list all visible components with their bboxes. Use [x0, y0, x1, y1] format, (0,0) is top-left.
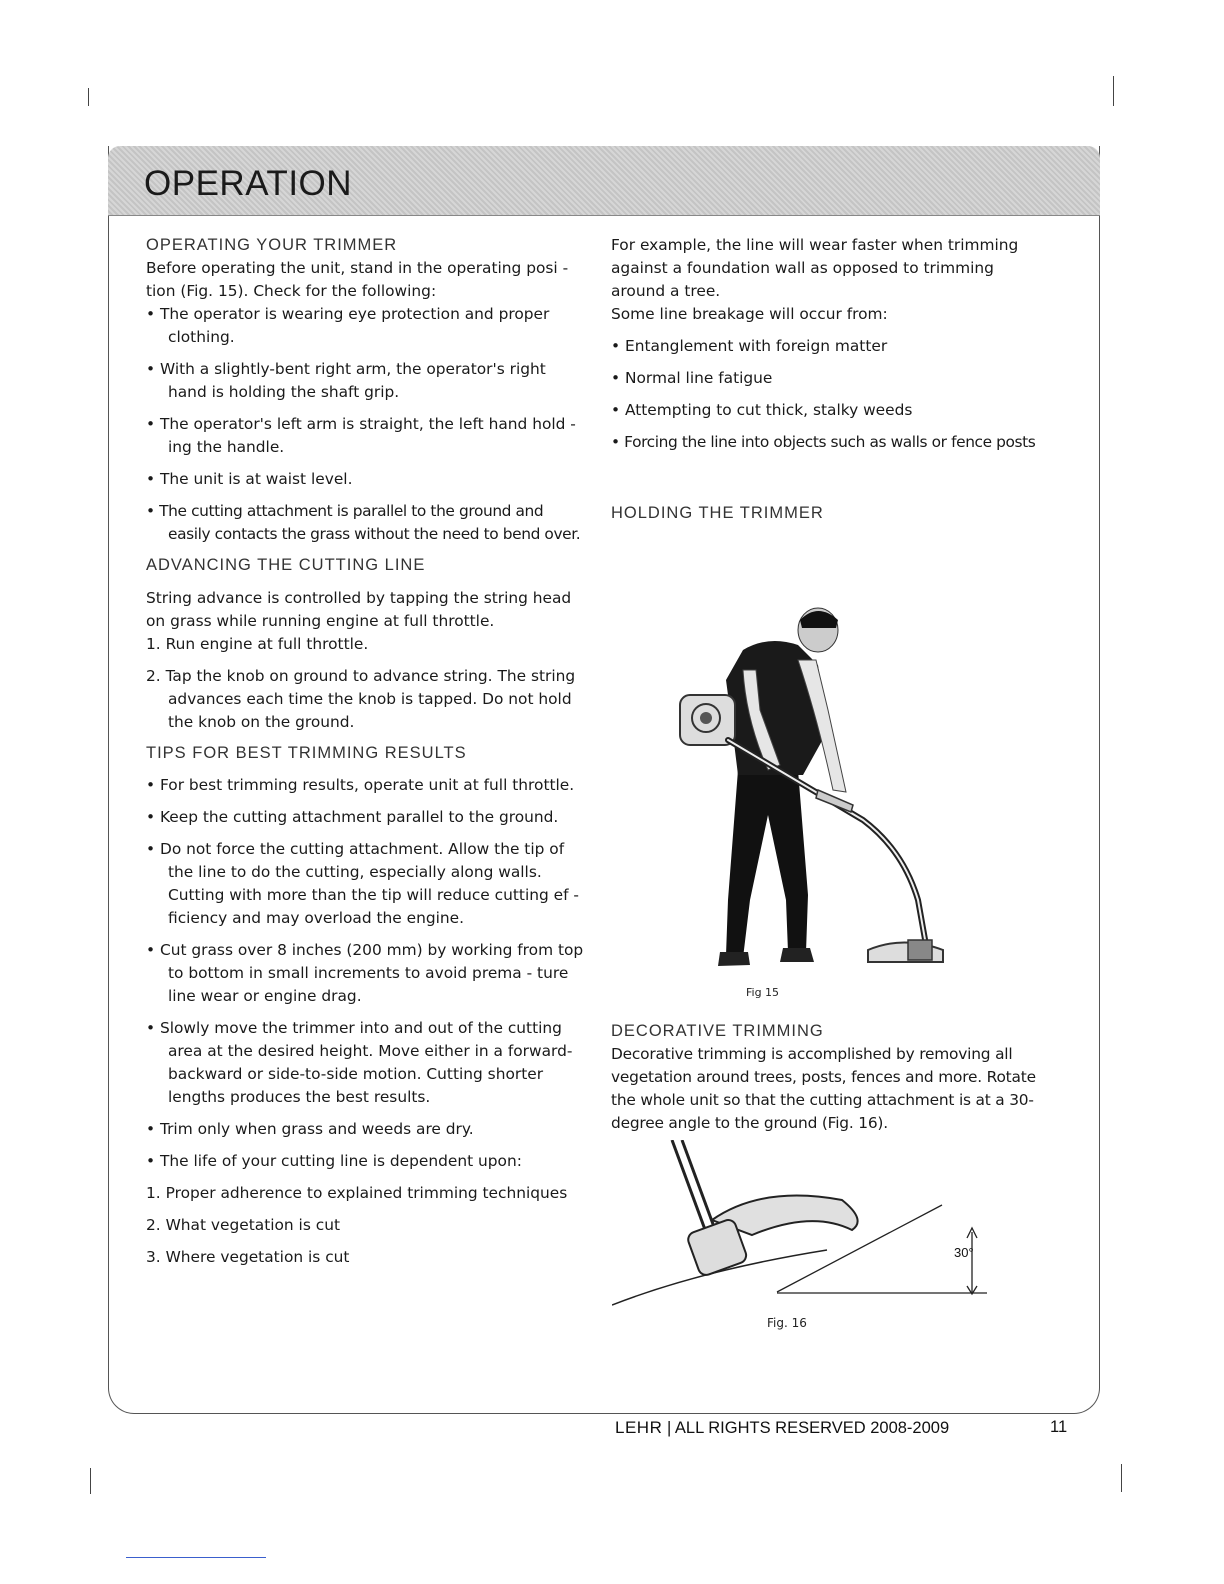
footer-rights: ALL RIGHTS RESERVED 2008-2009: [674, 1419, 950, 1437]
left-column: [146, 234, 586, 1269]
advancing-intro: String advance is controlled by tapping the string head on grass while running engine at full throttle.: [146, 589, 572, 630]
right-column: [611, 234, 1051, 525]
footer-copyright: [615, 1418, 949, 1438]
footer-separator: |: [662, 1419, 675, 1437]
tips-item: • Slowly move the trimmer into and out of the cutting area at the desired height. Move either in a forward-backward or side-to-side motion. Cutting shorter lengths produces the best results.: [146, 1019, 573, 1106]
heading-advancing: ADVANCING THE CUTTING LINE: [146, 556, 426, 574]
decorative-section: [611, 1020, 1051, 1135]
operating-item: • The operator's left arm is straight, the left hand hold - ing the handle.: [146, 415, 576, 456]
wear-example: For example, the line will wear faster when trimming against a foundation wall as opposed to trimming around a tree.: [611, 236, 1019, 300]
depends-item: 3. Where vegetation is cut: [146, 1248, 350, 1266]
decorative-text: Decorative trimming is accomplished by removing all vegetation around trees, posts, fences and more. Rotate the whole unit so that the cutting attachment is at a 30-degree angle to the ground (Fig. 16).: [611, 1045, 1036, 1132]
figure-16-caption: Fig. 16: [767, 1316, 807, 1330]
crop-mark-top-left: [88, 88, 89, 106]
tips-item: • Trim only when grass and weeds are dry.: [146, 1120, 474, 1138]
heading-operating: OPERATING YOUR TRIMMER: [146, 236, 398, 254]
tips-item: • The life of your cutting line is dependent upon:: [146, 1152, 522, 1170]
figure-15-operator-illustration: [668, 600, 958, 990]
page-title: OPERATION: [144, 164, 353, 203]
crop-mark-bottom-left: [90, 1468, 91, 1494]
depends-item: 2. What vegetation is cut: [146, 1216, 340, 1234]
crop-mark-top-right: [1113, 76, 1114, 106]
tips-item: • Cut grass over 8 inches (200 mm) by working from top to bottom in small increments to avoid prema - ture line wear or engine drag.: [146, 941, 584, 1005]
breakage-item: • Attempting to cut thick, stalky weeds: [611, 401, 913, 419]
advancing-step: 2. Tap the knob on ground to advance string. The string advances each time the knob is tapped. Do not hold the knob on the ground.: [146, 667, 576, 731]
crop-mark-bottom-right: [1121, 1464, 1122, 1492]
page-number: 11: [1050, 1418, 1068, 1436]
operating-item: • The operator is wearing eye protection and proper clothing.: [146, 305, 550, 346]
tips-item: • For best trimming results, operate unit at full throttle.: [146, 776, 575, 794]
operating-intro: Before operating the unit, stand in the operating posi - tion (Fig. 15). Check for the following:: [146, 259, 569, 300]
operating-item: • The cutting attachment is parallel to the ground and easily contacts the grass without the need to bend over.: [146, 502, 581, 543]
figure-15-caption: Fig 15: [746, 986, 780, 999]
footer-brand: LEHR: [615, 1418, 663, 1437]
advancing-step: 1. Run engine at full throttle.: [146, 635, 369, 653]
breakage-item: • Entanglement with foreign matter: [611, 337, 888, 355]
heading-tips: TIPS FOR BEST TRIMMING RESULTS: [146, 744, 467, 762]
operating-item: • The unit is at waist level.: [146, 470, 353, 488]
operating-item: • With a slightly-bent right arm, the operator's right hand is holding the shaft grip.: [146, 360, 546, 401]
figure-16-angle-illustration: [612, 1140, 992, 1310]
breakage-item: • Forcing the line into objects such as walls or fence posts: [611, 433, 1036, 451]
breakage-item: • Normal line fatigue: [611, 369, 773, 387]
tips-item: • Keep the cutting attachment parallel to the ground.: [146, 808, 559, 826]
tips-item: • Do not force the cutting attachment. Allow the tip of the line to do the cutting, especially along walls. Cutting with more than the tip will reduce cutting ef - ficiency and may overload the engine.: [146, 840, 579, 927]
breakage-intro: Some line breakage will occur from:: [611, 305, 888, 323]
heading-holding: HOLDING THE TRIMMER: [611, 504, 824, 522]
heading-decorative: DECORATIVE TRIMMING: [611, 1022, 824, 1040]
bottom-rule: [126, 1557, 266, 1558]
figure-16-angle-label: 30°: [954, 1245, 974, 1260]
section-header-band: [108, 146, 1100, 216]
depends-item: 1. Proper adherence to explained trimming techniques: [146, 1184, 568, 1202]
